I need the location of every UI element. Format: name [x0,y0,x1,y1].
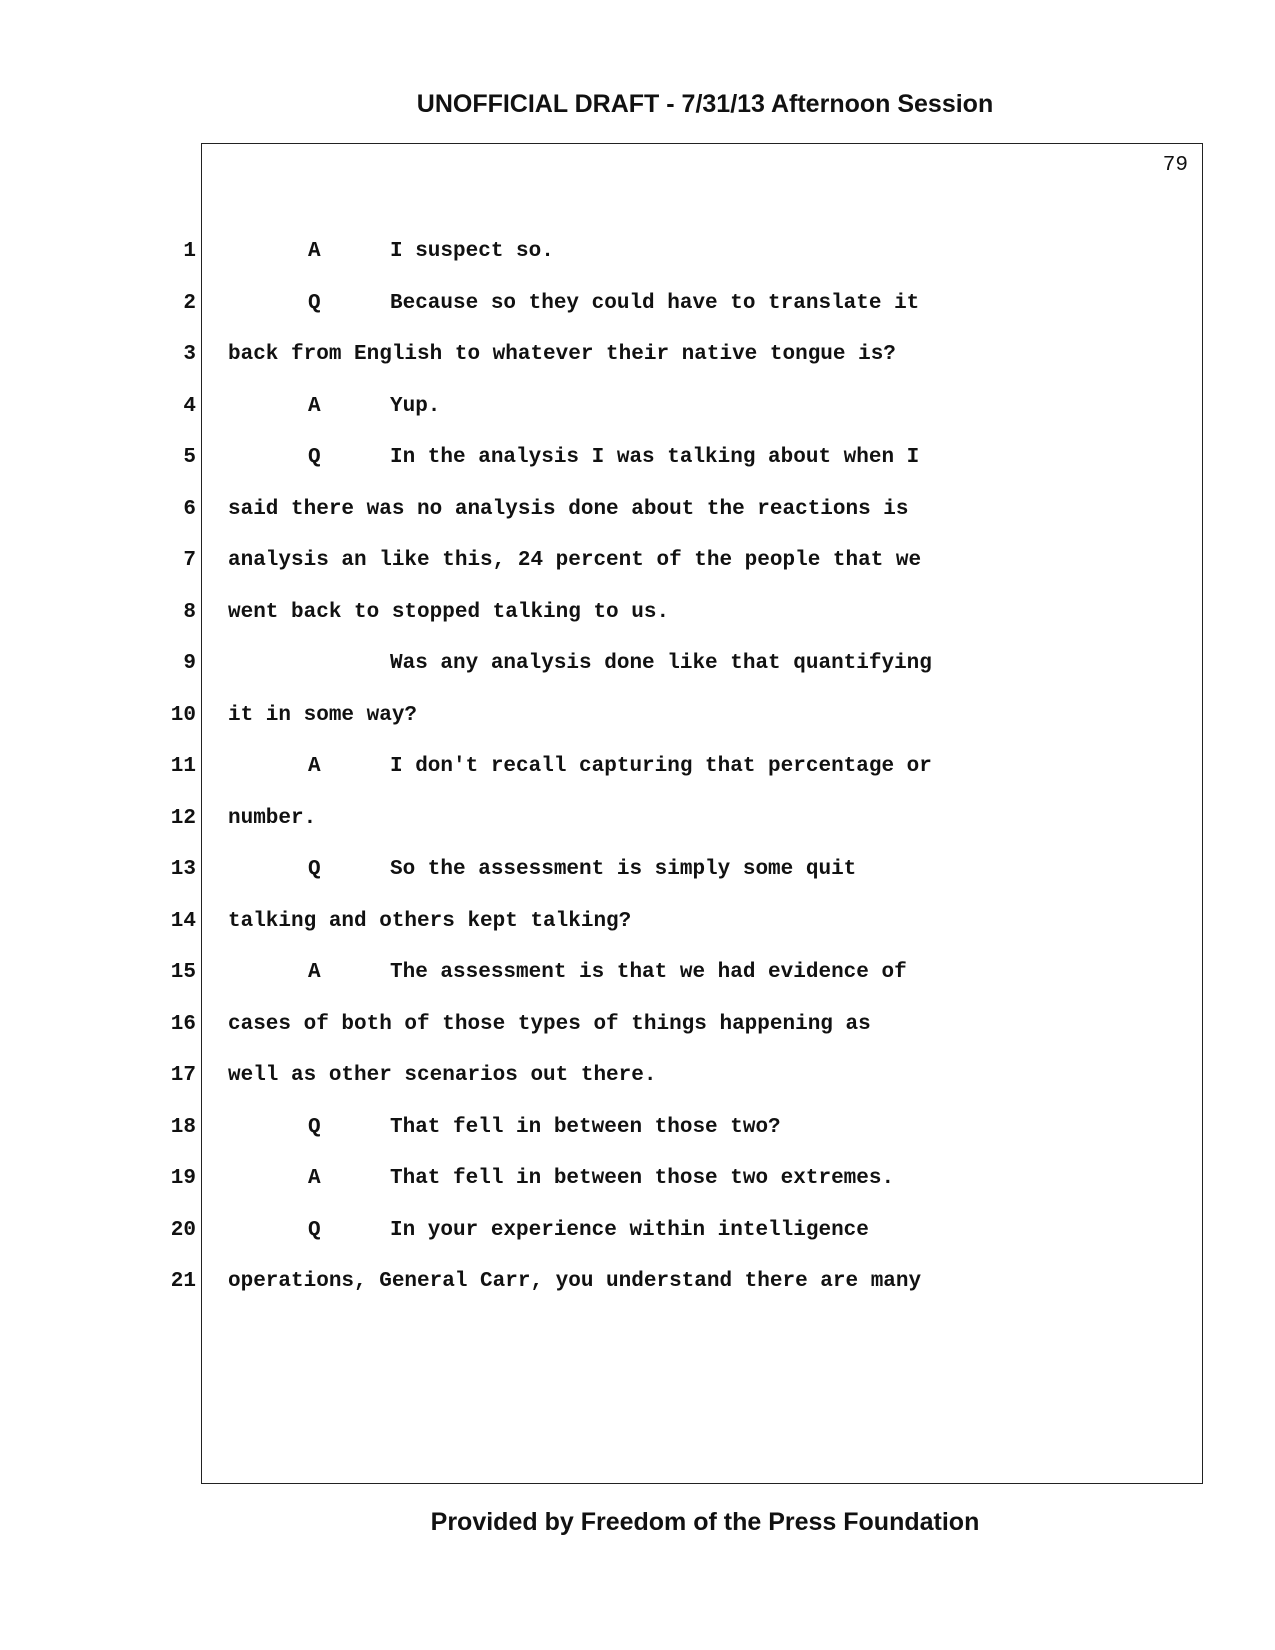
line-number: 13 [170,858,196,881]
line-number: 6 [183,497,196,521]
transcript-line [0,1267,1275,1297]
line-text: In your experience within intelligence [390,1218,869,1242]
transcript-line [0,237,1275,267]
line-number: 15 [170,961,196,984]
transcript-line [0,289,1275,319]
page-number: 79 [1162,154,1188,177]
speaker-label: A [308,961,321,984]
transcript-line [0,443,1275,473]
transcript-line [0,1010,1275,1040]
line-number: 3 [183,343,196,366]
transcript-line [0,855,1275,885]
line-number: 2 [183,291,196,315]
document-header: UNOFFICIAL DRAFT - 7/31/13 Afternoon Session [416,90,994,118]
transcript-line [0,907,1275,937]
line-text: went back to stopped talking to us. [228,600,670,624]
transcript-line [0,804,1275,834]
line-text: The assessment is that we had evidence of [390,961,907,984]
speaker-label: Q [308,446,321,469]
transcript-line [0,958,1275,988]
speaker-label: Q [308,291,321,315]
speaker-label: A [308,1167,321,1190]
line-text: I don't recall capturing that percentage or [390,755,932,778]
line-text: That fell in between those two extremes. [390,1167,895,1190]
speaker-label: Q [308,858,321,881]
line-text: said there was no analysis done about the reactions is [228,497,909,521]
speaker-label: Q [308,1115,321,1139]
speaker-label: A [308,394,321,418]
transcript-line [0,1061,1275,1091]
transcript-line [0,1216,1275,1246]
line-number: 7 [183,549,196,572]
line-number: 17 [170,1064,196,1087]
line-text: it in some way? [228,703,418,727]
line-text: That fell in between those two? [390,1115,781,1139]
speaker-label: A [308,240,321,263]
speaker-label: Q [308,1218,321,1242]
transcript-line [0,752,1275,782]
transcript-line [0,649,1275,679]
line-text: back from English to whatever their native tongue is? [228,343,896,366]
transcript-line [0,546,1275,576]
transcript-line [0,598,1275,628]
line-text: In the analysis I was talking about when I [390,446,920,469]
line-number: 20 [170,1218,196,1242]
line-text: cases of both of those types of things happening as [228,1012,871,1036]
transcript-line [0,495,1275,525]
line-number: 14 [170,909,196,933]
line-text: talking and others kept talking? [228,909,632,933]
line-number: 8 [183,600,196,624]
line-number: 18 [170,1115,196,1139]
line-number: 21 [170,1270,196,1293]
line-text: number. [228,806,317,830]
line-text: operations, General Carr, you understand there are many [228,1270,922,1293]
line-number: 10 [170,703,196,727]
transcript-line [0,392,1275,422]
line-number: 11 [170,755,196,778]
document-footer: Provided by Freedom of the Press Foundation [430,1508,980,1536]
line-text: Because so they could have to translate it [390,291,920,315]
line-number: 9 [183,652,196,675]
line-number: 5 [183,446,196,469]
transcript-line [0,1113,1275,1143]
line-text: Yup. [390,394,441,418]
line-number: 16 [170,1012,196,1036]
line-number: 4 [183,394,196,418]
line-text: well as other scenarios out there. [228,1064,657,1087]
speaker-label: A [308,755,321,778]
line-number: 1 [183,240,196,263]
transcript-line [0,340,1275,370]
line-text: So the assessment is simply some quit [390,858,857,881]
transcript-line [0,1164,1275,1194]
transcript-line [0,701,1275,731]
line-text: Was any analysis done like that quantifying [390,652,932,675]
line-text: analysis an like this, 24 percent of the people that we [228,549,922,572]
line-number: 12 [170,806,196,830]
line-text: I suspect so. [390,240,554,263]
line-number: 19 [170,1167,196,1190]
